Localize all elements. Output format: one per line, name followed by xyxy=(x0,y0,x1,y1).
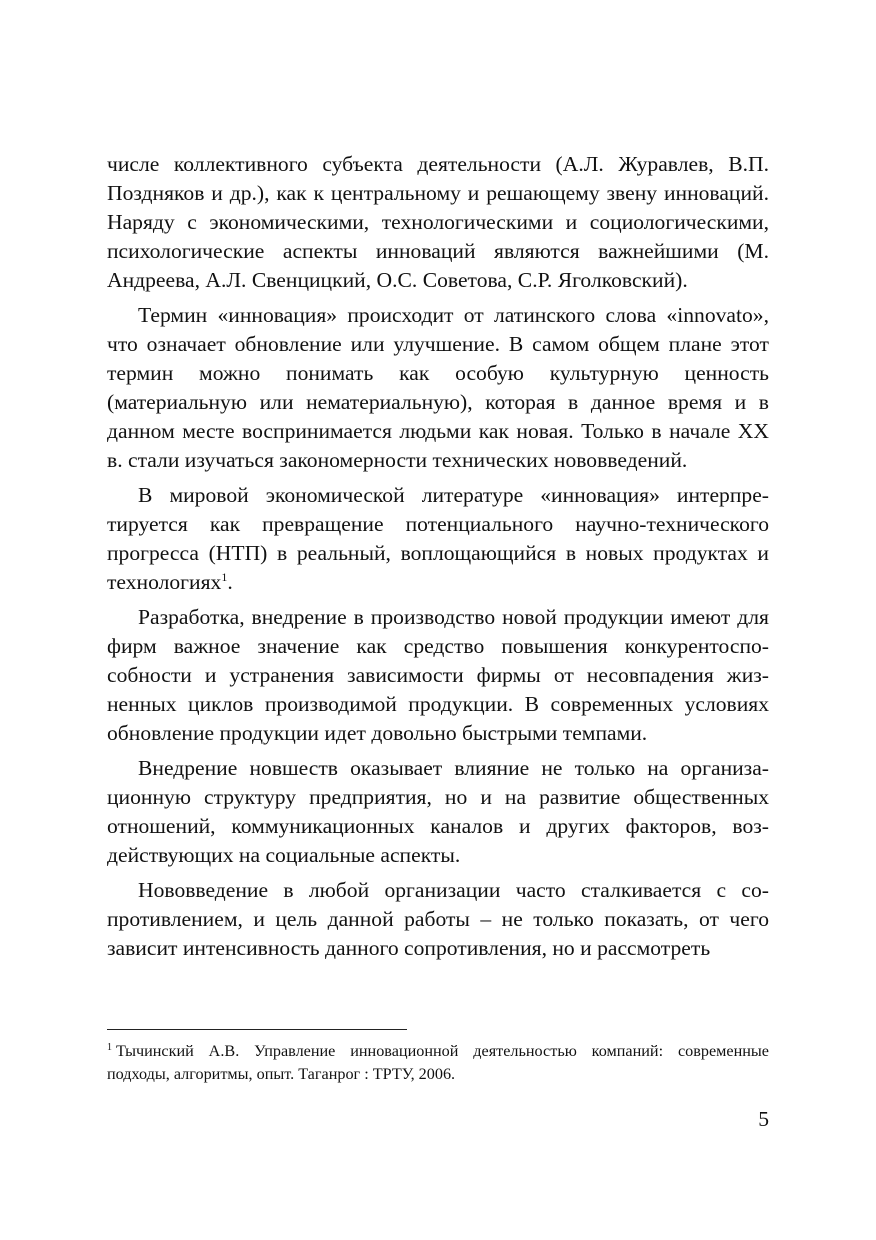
paragraph-3-text: В мировой экономической литературе «инновация» интерпретируется как превращение потенциального научно-технического прогресса (НТП) в реальный, воплощающийся в новых продуктах и технологиях xyxy=(107,483,769,594)
paragraph-3 xyxy=(107,481,769,597)
footnote-divider xyxy=(107,1029,407,1030)
paragraph-4: Разработка, внедрение в производство новой продукции имеют для фирм важное значение как средство повышения конкурентоспособности и устранения зависимости фирмы от несовпадения жизненных циклов производимой продукции. В современных условиях обновление продукции идет довольно быстрыми темпами. xyxy=(107,605,769,745)
paragraph-1: числе коллективного субъекта деятельности (А.Л. Журавлев, В.П. Поздняков и др.), как к центральному и решающему звену инноваций. Наряду с экономическими, технологическими и социологическими, психологические аспекты инноваций являются важнейшими (М. Андреева, А.Л. Свенцицкий, О.С. Советова, С.Р. Яголковский). xyxy=(107,152,769,292)
footnote-marker: 1 xyxy=(107,1041,112,1053)
paragraph-5: Внедрение новшеств оказывает влияние не только на организационную структуру предприятия, но и на развитие общественных отношений, коммуникационных каналов и других факторов, воздействующих на социальные аспекты. xyxy=(107,756,769,867)
footnote-reference: 1 xyxy=(221,569,228,584)
footnote xyxy=(107,1040,769,1086)
page-body xyxy=(107,150,769,969)
paragraph-2: Термин «инновация» происходит от латинского слова «innovato», что означает обновление или улучшение. В самом общем плане этот термин можно понимать как особую культурную ценность (материальную или нематериальную), которая в данное время и в данном месте воспринимается людьми как новая. Только в начале XX в. стали изучаться закономерности технических нововведений. xyxy=(107,303,769,472)
paragraph-6: Нововведение в любой организации часто сталкивается с сопротивлением, и цель данной работы – не только показать, от чего зависит интенсивность данного сопротивления, но и рассмотреть xyxy=(107,878,769,960)
paragraph-3-period: . xyxy=(227,570,233,594)
page-number: 5 xyxy=(758,1107,769,1131)
footnote-text: Тычинский А.В. Управление инновационной деятельностью компаний: современные подходы, алгоритмы, опыт. Таганрог : ТРТУ, 2006. xyxy=(107,1042,769,1083)
